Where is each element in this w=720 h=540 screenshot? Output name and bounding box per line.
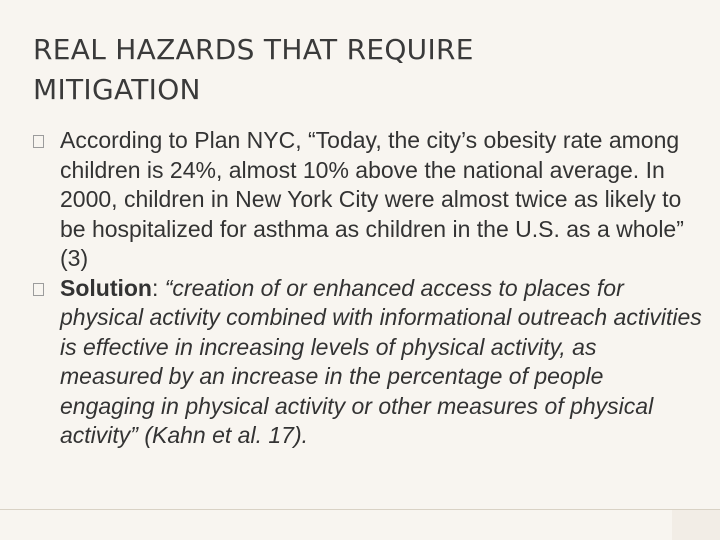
slide-title-line-1: REAL HAZARDS THAT REQUIRE [33,33,474,66]
slide-title [33,30,673,110]
slide-body [33,126,703,451]
solution-separator: : [151,274,165,301]
solution-quote: “creation of or enhanced access to places for physical activity combined with informational outreach activities is effective in increasing levels of physical activity, as measured by an increase in the percentage of people engaging in physical activity or other measures of physical activity” (Kahn et al. 17). [60,274,702,448]
bullet-item-solution [33,274,703,451]
footer-divider [0,509,720,510]
slide-title-line-2: MITIGATION [33,73,201,106]
solution-label: Solution [60,274,152,301]
bullet-text: According to Plan NYC, “Today, the city’s obesity rate among children is 24%, almost 10% above the national average. In 2000, children in New York City were almost twice as likely to be hospitalized for asthma as children in the U.S. as a whole” (3) [60,127,684,271]
corner-decoration [672,510,720,540]
bullet-box-icon [33,283,44,296]
bullet-box-icon [33,135,44,148]
bullet-item-obesity [33,126,703,274]
